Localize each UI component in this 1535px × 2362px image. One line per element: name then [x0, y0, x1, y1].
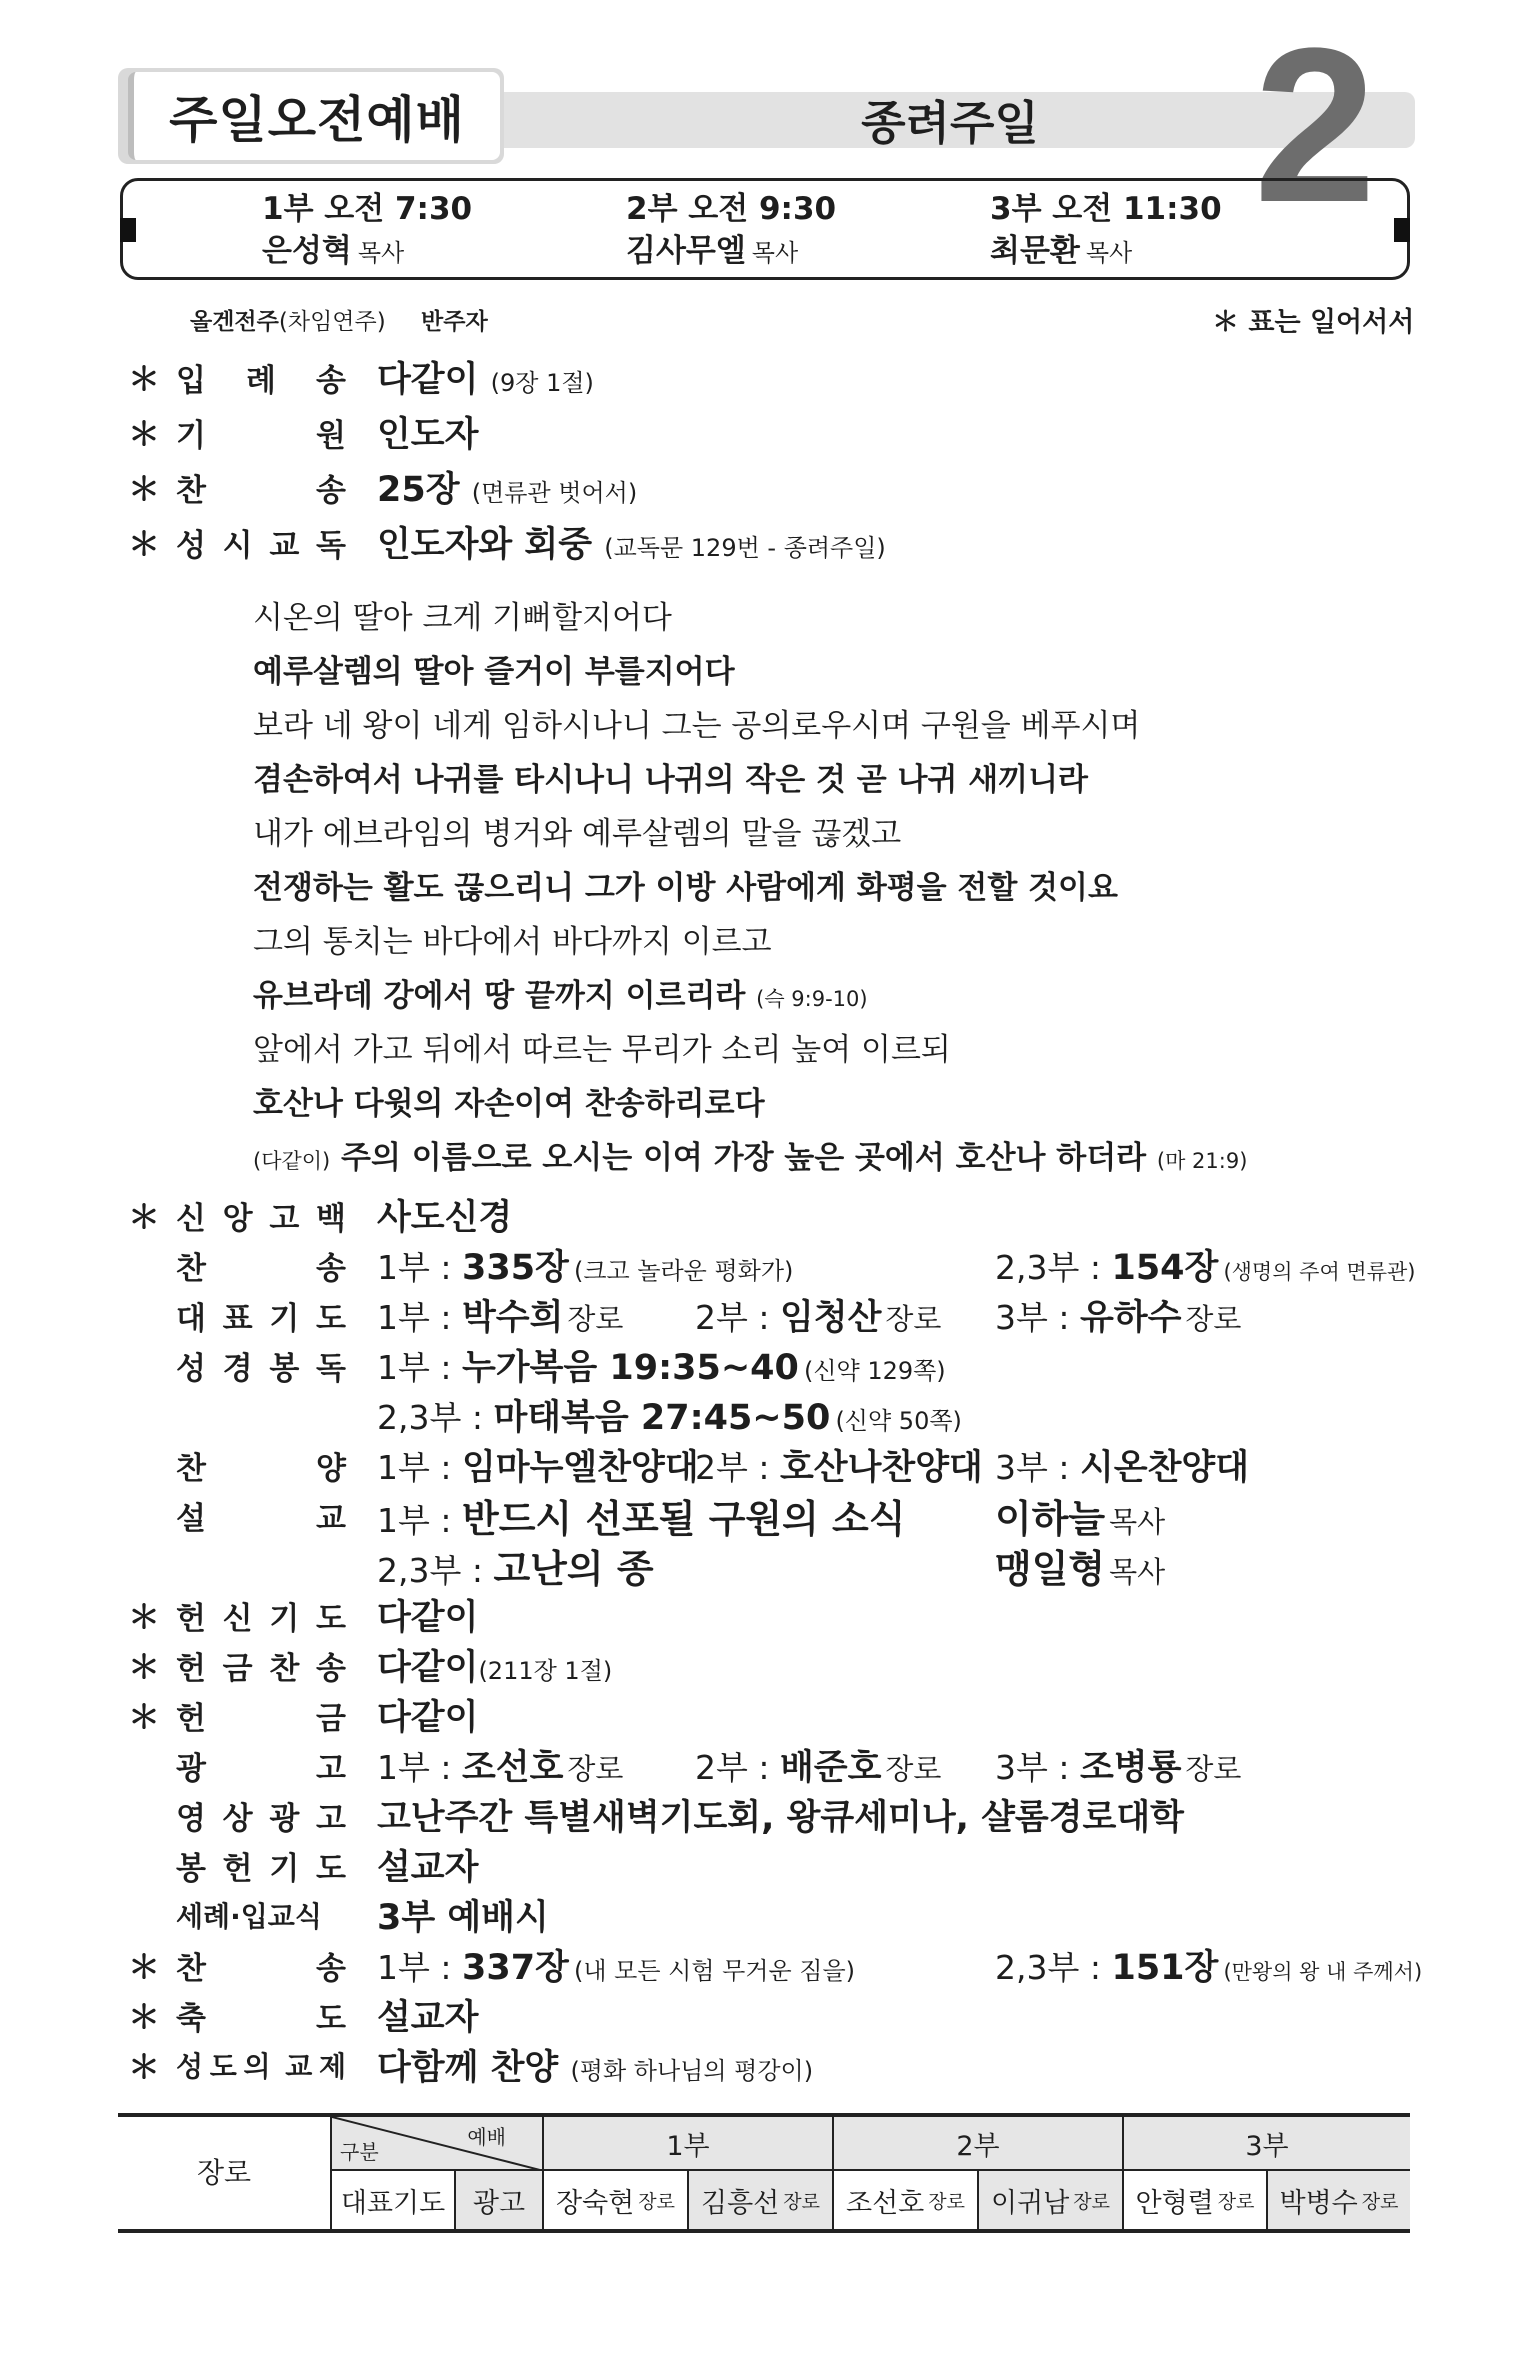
announcements-part-2: 2부 : 배준호 장로: [695, 1748, 942, 1788]
value-hymn-1: 25장 (면류관 벗어서): [377, 470, 638, 510]
label-scripture: 성 경 봉 독: [176, 1350, 346, 1387]
label-offering-prayer: 봉 헌 기 도: [176, 1850, 346, 1887]
standing-star: ＊: [128, 415, 161, 453]
responsive-line: 호산나 다윗의 자손이여 찬송하리로다: [253, 1086, 765, 1122]
service-3-time: 3부 오전 11:30: [990, 191, 1222, 227]
corner-cell: [330, 2117, 542, 2171]
label-offering-hymn: 헌 금 찬 송: [176, 1650, 346, 1687]
responsive-line: 겸손하여서 나귀를 타시나니 나귀의 작은 것 곧 나귀 새끼니라: [253, 762, 1088, 798]
label-baptism: 세례·입교식: [176, 1900, 322, 1933]
service-3-leader: 최문환: [990, 233, 1080, 269]
value-entrance: 다같이 (9장 1절): [377, 360, 594, 400]
standing-star: ＊: [128, 1998, 161, 2036]
responsive-line: 유브라데 강에서 땅 끝까지 이르리라 (슥 9:9-10): [253, 978, 868, 1014]
next-week-title: 장로: [196, 2156, 252, 2189]
responsive-line: 시온의 딸아 크게 기뻐할지어다: [253, 600, 672, 636]
header-part-2: 2부: [832, 2117, 1122, 2171]
responsive-ref-1: (슥 9:9-10): [756, 987, 868, 1011]
service-2-leader: 김사무엘: [626, 233, 746, 269]
responsive-line: 보라 네 왕이 네게 임하시나니 그는 공의로우시며 구원을 베푸시며: [253, 708, 1141, 744]
value-creed: 사도신경: [377, 1198, 513, 1238]
box-marker-left: [120, 218, 136, 242]
organ-prelude: [190, 303, 488, 336]
sermon-preacher-2: 맹일형 목사: [995, 1546, 1166, 1591]
choir-part-1: 1부 : 임마누엘찬양대: [377, 1448, 699, 1488]
sermon-part-23: 2,3부 : 고난의 종: [377, 1546, 654, 1591]
standing-star: ＊: [128, 2048, 161, 2086]
responsive-line: 앞에서 가고 뒤에서 따르는 무리가 소리 높여 이르되: [253, 1032, 951, 1068]
corner-left-label: 구분: [340, 2140, 379, 2164]
service-2: [626, 188, 836, 274]
next-week-name: 조선호 장로: [832, 2171, 977, 2229]
announcements-part-1: 1부 : 조선호 장로: [377, 1748, 624, 1788]
page-number: 2: [1253, 2, 1377, 248]
label-responsive: 성 시 교 독: [176, 527, 346, 564]
service-name: 주일오전예배: [128, 72, 500, 160]
standing-note: ＊ 표는 일어서서: [1212, 307, 1415, 338]
service-1: [262, 188, 472, 274]
service-1-role: 목사: [357, 239, 405, 267]
standing-star: ＊: [128, 1648, 161, 1686]
standing-star: ＊: [128, 470, 161, 508]
header-part-3: 3부: [1122, 2117, 1410, 2171]
label-hymn-1: 찬 송: [176, 472, 346, 509]
organ-label: 올겐전주: [190, 309, 279, 335]
standing-star: ＊: [128, 1598, 161, 1636]
hymn-3-part-1: 1부 : 337장 (내 모든 시험 무거운 짐을): [377, 1948, 856, 1988]
responsive-line: 전쟁하는 활도 끊으리니 그가 이방 사람에게 화평을 전할 것이요: [253, 870, 1118, 906]
sunday-title: 종려주일: [861, 96, 1039, 150]
label-entrance: 입 례 송: [176, 362, 346, 399]
organ-note: (차임연주): [278, 309, 386, 335]
label-prayer: 대 표 기 도: [176, 1300, 346, 1337]
standing-star: ＊: [128, 525, 161, 563]
row-label-announcements: 광고: [454, 2171, 542, 2229]
label-hymn-3: 찬 송: [176, 1950, 346, 1987]
service-1-time: 1부 오전 7:30: [262, 191, 473, 227]
value-baptism: 3부 예배시: [377, 1898, 549, 1938]
value-responsive: 인도자와 회중 (교독문 129번 - 종려주일): [377, 525, 886, 565]
prayer-part-2: 2부 : 임청산 장로: [695, 1298, 942, 1338]
scripture-part-23: 2,3부 : 마태복음 27:45~50 (신약 50쪽): [377, 1398, 962, 1438]
value-invocation: 인도자: [377, 415, 479, 455]
label-hymn-2: 찬 송: [176, 1250, 346, 1287]
label-benediction: 축 도: [176, 2000, 346, 2037]
label-announcements: 광 고: [176, 1750, 346, 1787]
responsive-line: 내가 에브라임의 병거와 예루살렘의 말을 끊겠고: [253, 816, 902, 852]
value-dedication-prayer: 다같이: [377, 1598, 479, 1638]
standing-star: ＊: [128, 1198, 161, 1236]
header-part-1: 1부: [542, 2117, 832, 2171]
responsive-line: 예루살렘의 딸아 즐거이 부를지어다: [253, 654, 735, 690]
label-offering: 헌 금: [176, 1700, 346, 1737]
sermon-preacher-1: 이하늘 목사: [995, 1496, 1166, 1541]
service-3: [990, 188, 1222, 274]
choir-part-2: 2부 : 호산나찬양대: [695, 1448, 983, 1488]
label-sermon: 설 교: [176, 1500, 346, 1537]
standing-star: ＊: [128, 1948, 161, 1986]
prayer-part-1: 1부 : 박수희 장로: [377, 1298, 624, 1338]
value-offering: 다같이: [377, 1698, 479, 1738]
label-dedication-prayer: 헌 신 기 도: [176, 1600, 346, 1637]
hymn-2-part-23: 2,3부 : 154장 (생명의 주여 면류관): [995, 1248, 1416, 1288]
accompanist-label: 반주자: [421, 309, 488, 335]
service-2-time: 2부 오전 9:30: [626, 191, 837, 227]
responsive-ref-2: (마 21:9): [1156, 1149, 1248, 1173]
value-benediction: 설교자: [377, 1998, 479, 2038]
choir-part-3: 3부 : 시온찬양대: [995, 1448, 1250, 1488]
label-video-ads: 영 상 광 고: [176, 1800, 346, 1837]
hymn-2-part-1: 1부 : 335장 (크고 놀라운 평화가): [377, 1248, 794, 1288]
value-fellowship: 다함께 찬양 (평화 하나님의 평강이): [377, 2048, 814, 2088]
service-3-role: 목사: [1085, 239, 1133, 267]
next-week-name: 장숙현 장로: [542, 2171, 687, 2229]
next-week-name: 안형렬 장로: [1122, 2171, 1266, 2229]
label-fellowship: 성 도 의 교 제: [176, 2050, 346, 2083]
next-week-name: 김흥선 장로: [687, 2171, 832, 2229]
next-week-table: [118, 2113, 1410, 2233]
box-marker-right: [1394, 218, 1410, 242]
prayer-part-3: 3부 : 유하수 장로: [995, 1298, 1242, 1338]
responsive-prefix: (다같이): [253, 1149, 331, 1173]
value-video-ads: 고난주간 특별새벽기도회, 왕큐세미나, 샬롬경로대학: [377, 1798, 1184, 1838]
service-2-role: 목사: [751, 239, 799, 267]
responsive-line: 그의 통치는 바다에서 바다까지 이르고: [253, 924, 772, 960]
value-offering-hymn: 다같이(211장 1절): [377, 1648, 613, 1688]
hymn-3-part-23: 2,3부 : 151장 (만왕의 왕 내 주께서): [995, 1948, 1423, 1988]
label-choir: 찬 양: [176, 1450, 346, 1487]
next-week-name: 박병수 장로: [1266, 2171, 1410, 2229]
label-creed: 신 앙 고 백: [176, 1200, 346, 1237]
value-offering-prayer: 설교자: [377, 1848, 479, 1888]
scripture-part-1: 1부 : 누가복음 19:35~40 (신약 129쪽): [377, 1348, 946, 1388]
sermon-part-1: 1부 : 반드시 선포될 구원의 소식: [377, 1496, 906, 1541]
announcements-part-3: 3부 : 조병룡 장로: [995, 1748, 1242, 1788]
responsive-line: (다같이) 주의 이름으로 오시는 이여 가장 높은 곳에서 호산나 하더라 (마 21:9): [253, 1140, 1248, 1176]
label-invocation: 기 원: [176, 417, 346, 454]
corner-right-label: 예배: [467, 2125, 506, 2149]
standing-star: ＊: [128, 360, 161, 398]
next-week-name: 이귀남 장로: [977, 2171, 1122, 2229]
standing-star: ＊: [128, 1698, 161, 1736]
row-label-prayer: 대표기도: [330, 2171, 454, 2229]
service-1-leader: 은성혁: [262, 233, 352, 269]
